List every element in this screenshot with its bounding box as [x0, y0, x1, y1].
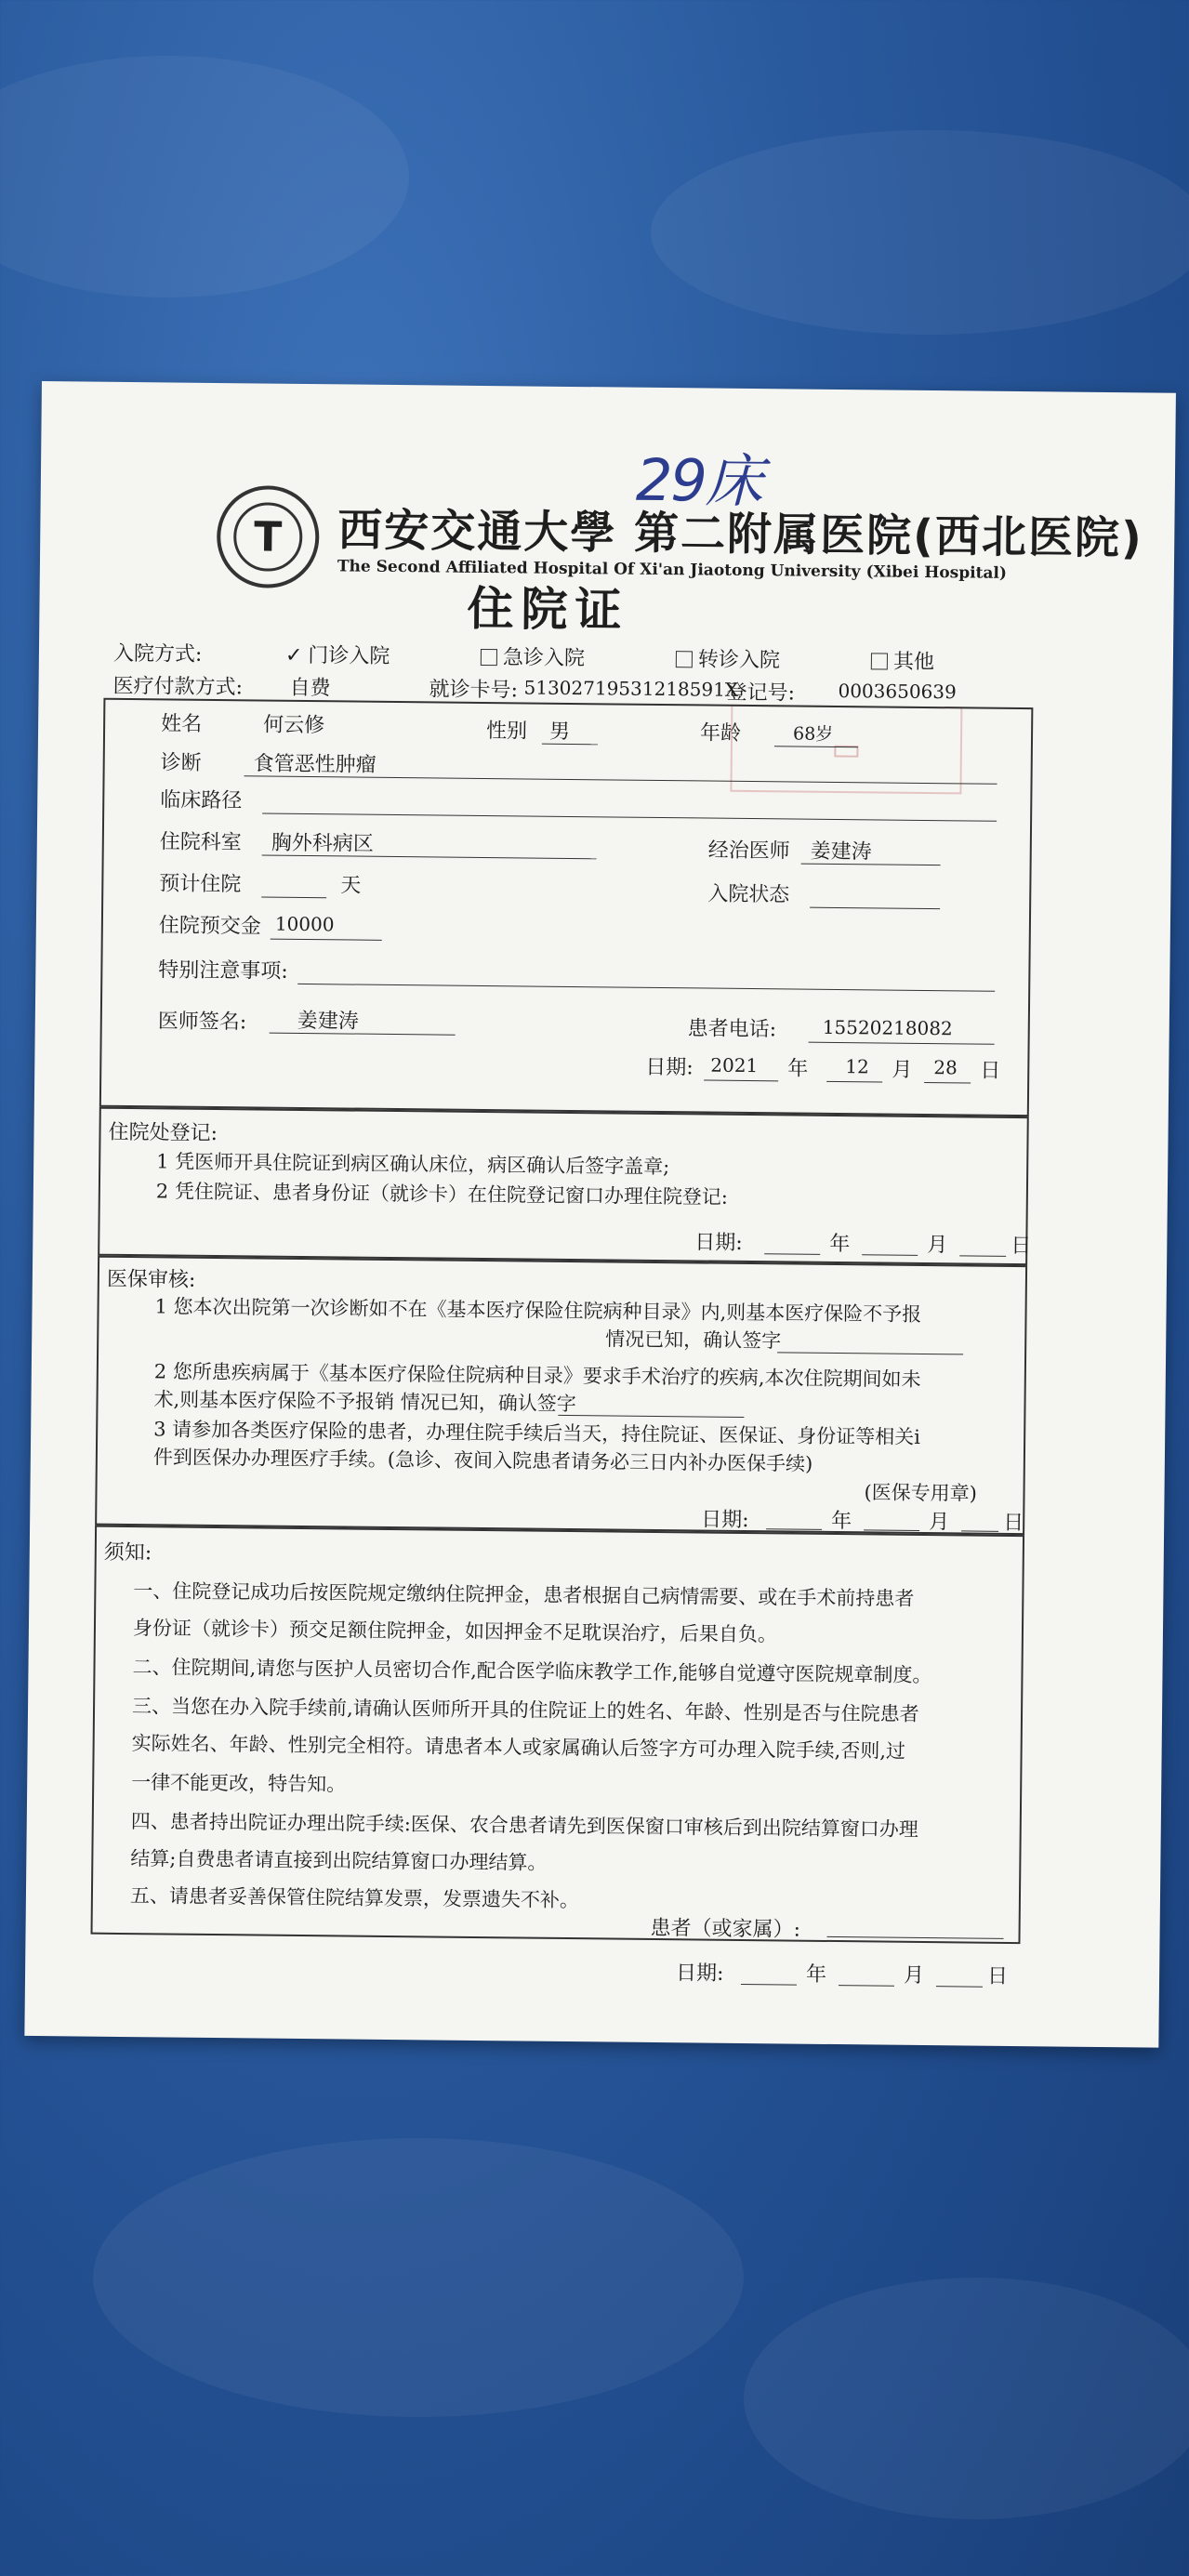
sex-label: 性别 [485, 720, 528, 744]
card-label: 就诊卡号: [429, 678, 519, 703]
notice-line: 五、请患者妥善保管住院结算发票，发票遗失不补。 [129, 1884, 580, 1912]
state-label: 入院状态 [707, 882, 790, 907]
reg-label: 登记号: [726, 680, 796, 706]
diagnosis-value: 食管恶性肿瘤 [253, 752, 377, 777]
option-outpatient[interactable]: ✓ 门诊入院 [284, 643, 390, 668]
checkbox-icon [481, 649, 497, 666]
dept-label: 住院科室 [159, 830, 242, 855]
ins-year-unit: 年 [831, 1509, 852, 1534]
est-stay-label: 预计住院 [159, 872, 242, 897]
insurance-line-1: 1 您本次出院第一次诊断如不在《基本医疗保险住院病种目录》内,则基本医疗保险不予报 [154, 1295, 922, 1326]
insurance-confirm-2: 术,则基本医疗保险不予报销 情况已知，确认签字 [153, 1388, 576, 1416]
hospital-name-cn: 西安交通大學 第二附属医院(西北医院) [337, 504, 1144, 565]
reg-number: 0003650639 [838, 679, 957, 704]
ins-day-unit: 日 [1003, 1511, 1024, 1536]
sign-label: 医师签名: [157, 1010, 247, 1035]
insurance-confirm-1: 情况已知，确认签字 [605, 1328, 782, 1353]
notice-box [91, 1526, 1025, 1944]
phone-value: 15520218082 [822, 1015, 953, 1040]
notice-line: 结算;自费患者请直接到出院结算窗口办理结算。 [130, 1847, 548, 1874]
admission-label: 入院方式: [112, 641, 203, 667]
notice-line: 实际姓名、年龄、性别完全相符。请患者本人或家属确认后签字方可办理入院手续,否则,过 [131, 1732, 906, 1763]
notice-line: 三、当您在办入院手续前,请确认医师所开具的住院证上的姓名、年龄、性别是否与住院患者 [131, 1695, 919, 1725]
insurance-seal: (医保专用章) [864, 1481, 978, 1505]
ins-date-label: 日期: [701, 1508, 749, 1533]
notice-line: 四、患者持出院证办理出院手续:医保、农合患者请先到医保窗口审核后到出院结算窗口办理 [130, 1810, 918, 1841]
est-stay-unit: 天 [340, 874, 362, 898]
registration-box [98, 1107, 1032, 1265]
faded-stamp: ▭ [730, 705, 962, 795]
insurance-line-2: 2 您所患疾病属于《基本医疗保险住院病种目录》要求手术治疗的疾病,本次住院期间如未 [153, 1360, 921, 1391]
registration-item-1: 1 凭医师开具住院证到病区确认床位，病区确认后签字盖章; [156, 1150, 670, 1179]
handwritten-bed-number: 29床 [635, 445, 762, 516]
notice-line: 一、住院登记成功后按医院规定缴纳住院押金，患者根据自己病情需要、或在手术前持患者 [133, 1579, 915, 1610]
doctor-label: 经治医师 [707, 839, 790, 864]
date-year: 2021 [710, 1053, 759, 1077]
notice-day-unit: 日 [986, 1964, 1009, 1988]
insurance-box [95, 1256, 1027, 1535]
document-title: 住院证 [467, 581, 629, 638]
checkbox-icon [871, 653, 888, 669]
sign-value: 姜建涛 [297, 1009, 359, 1034]
phone-label: 患者电话: [687, 1017, 777, 1042]
option-other[interactable]: 其他 [871, 645, 934, 675]
notes-label: 特别注意事项: [158, 958, 288, 984]
patient-sign-label: 患者（或家属）: [650, 1916, 801, 1942]
patient-info-box [99, 698, 1034, 1116]
deposit-value: 10000 [274, 912, 335, 936]
payment-value: 自费 [289, 676, 331, 701]
deposit-label: 住院预交金 [158, 914, 262, 939]
hospital-name-en: The Second Affiliated Hospital Of Xi'an Jiaotong University (Xibei Hospital) [337, 557, 1008, 583]
option-transfer[interactable]: 转诊入院 [676, 643, 780, 673]
notice-month-unit: 月 [903, 1963, 925, 1988]
age-label: 年龄 [699, 721, 742, 746]
payment-label: 医疗付款方式: [112, 674, 244, 700]
admission-form [24, 381, 1176, 2048]
dept-value: 胸外科病区 [271, 831, 374, 856]
notice-title: 须知: [103, 1540, 152, 1565]
year-unit: 年 [787, 1057, 809, 1081]
day-unit: 日 [980, 1059, 1001, 1083]
reg-day-unit: 日 [1011, 1234, 1032, 1259]
date-label: 日期: [645, 1055, 694, 1080]
pathway-label: 临床路径 [160, 788, 243, 813]
insurance-title: 医保审核: [106, 1267, 196, 1292]
notice-line: 身份证（就诊卡）预交足额住院押金，如因押金不足耽误治疗，后果自负。 [132, 1617, 778, 1646]
registration-title: 住院处登记: [108, 1120, 218, 1146]
notice-year-unit: 年 [805, 1962, 827, 1987]
name-label: 姓名 [161, 712, 203, 736]
reg-date-label: 日期: [694, 1231, 743, 1255]
notice-date-label: 日期: [675, 1962, 724, 1986]
date-day: 28 [933, 1056, 958, 1079]
registration-item-2: 2 凭住院证、患者身份证（就诊卡）在住院登记窗口办理住院登记: [155, 1180, 729, 1209]
doctor-value: 姜建涛 [810, 839, 872, 865]
reg-month-unit: 月 [927, 1234, 948, 1258]
name-value: 何云修 [263, 713, 325, 738]
date-month: 12 [845, 1055, 869, 1078]
notice-line: 二、住院期间,请您与医护人员密切合作,配合医学临床教学工作,能够自觉遵守医院规章制度。 [132, 1656, 932, 1687]
checkmark-icon: ✓ [284, 643, 303, 667]
reg-year-unit: 年 [829, 1232, 851, 1257]
insurance-line-3b: 件到医保办办理医疗手续。(急诊、夜间入院患者请务必三日内补办医保手续) [152, 1446, 813, 1475]
ins-month-unit: 月 [929, 1511, 950, 1535]
diagnosis-label: 诊断 [160, 751, 202, 775]
notice-line: 一律不能更改，特告知。 [131, 1771, 347, 1796]
card-number: 51302719531218591X [523, 676, 739, 701]
checkbox-icon [676, 651, 693, 667]
age-value: 68岁 [792, 723, 834, 745]
month-unit: 月 [892, 1058, 913, 1082]
option-emergency[interactable]: 急诊入院 [481, 641, 585, 671]
hospital-logo-icon: T [217, 485, 320, 588]
sex-value: 男 [548, 720, 571, 744]
insurance-line-3: 3 请参加各类医疗保险的患者，办理住院手续后当天，持住院证、医保证、身份证等相关i [153, 1418, 921, 1448]
